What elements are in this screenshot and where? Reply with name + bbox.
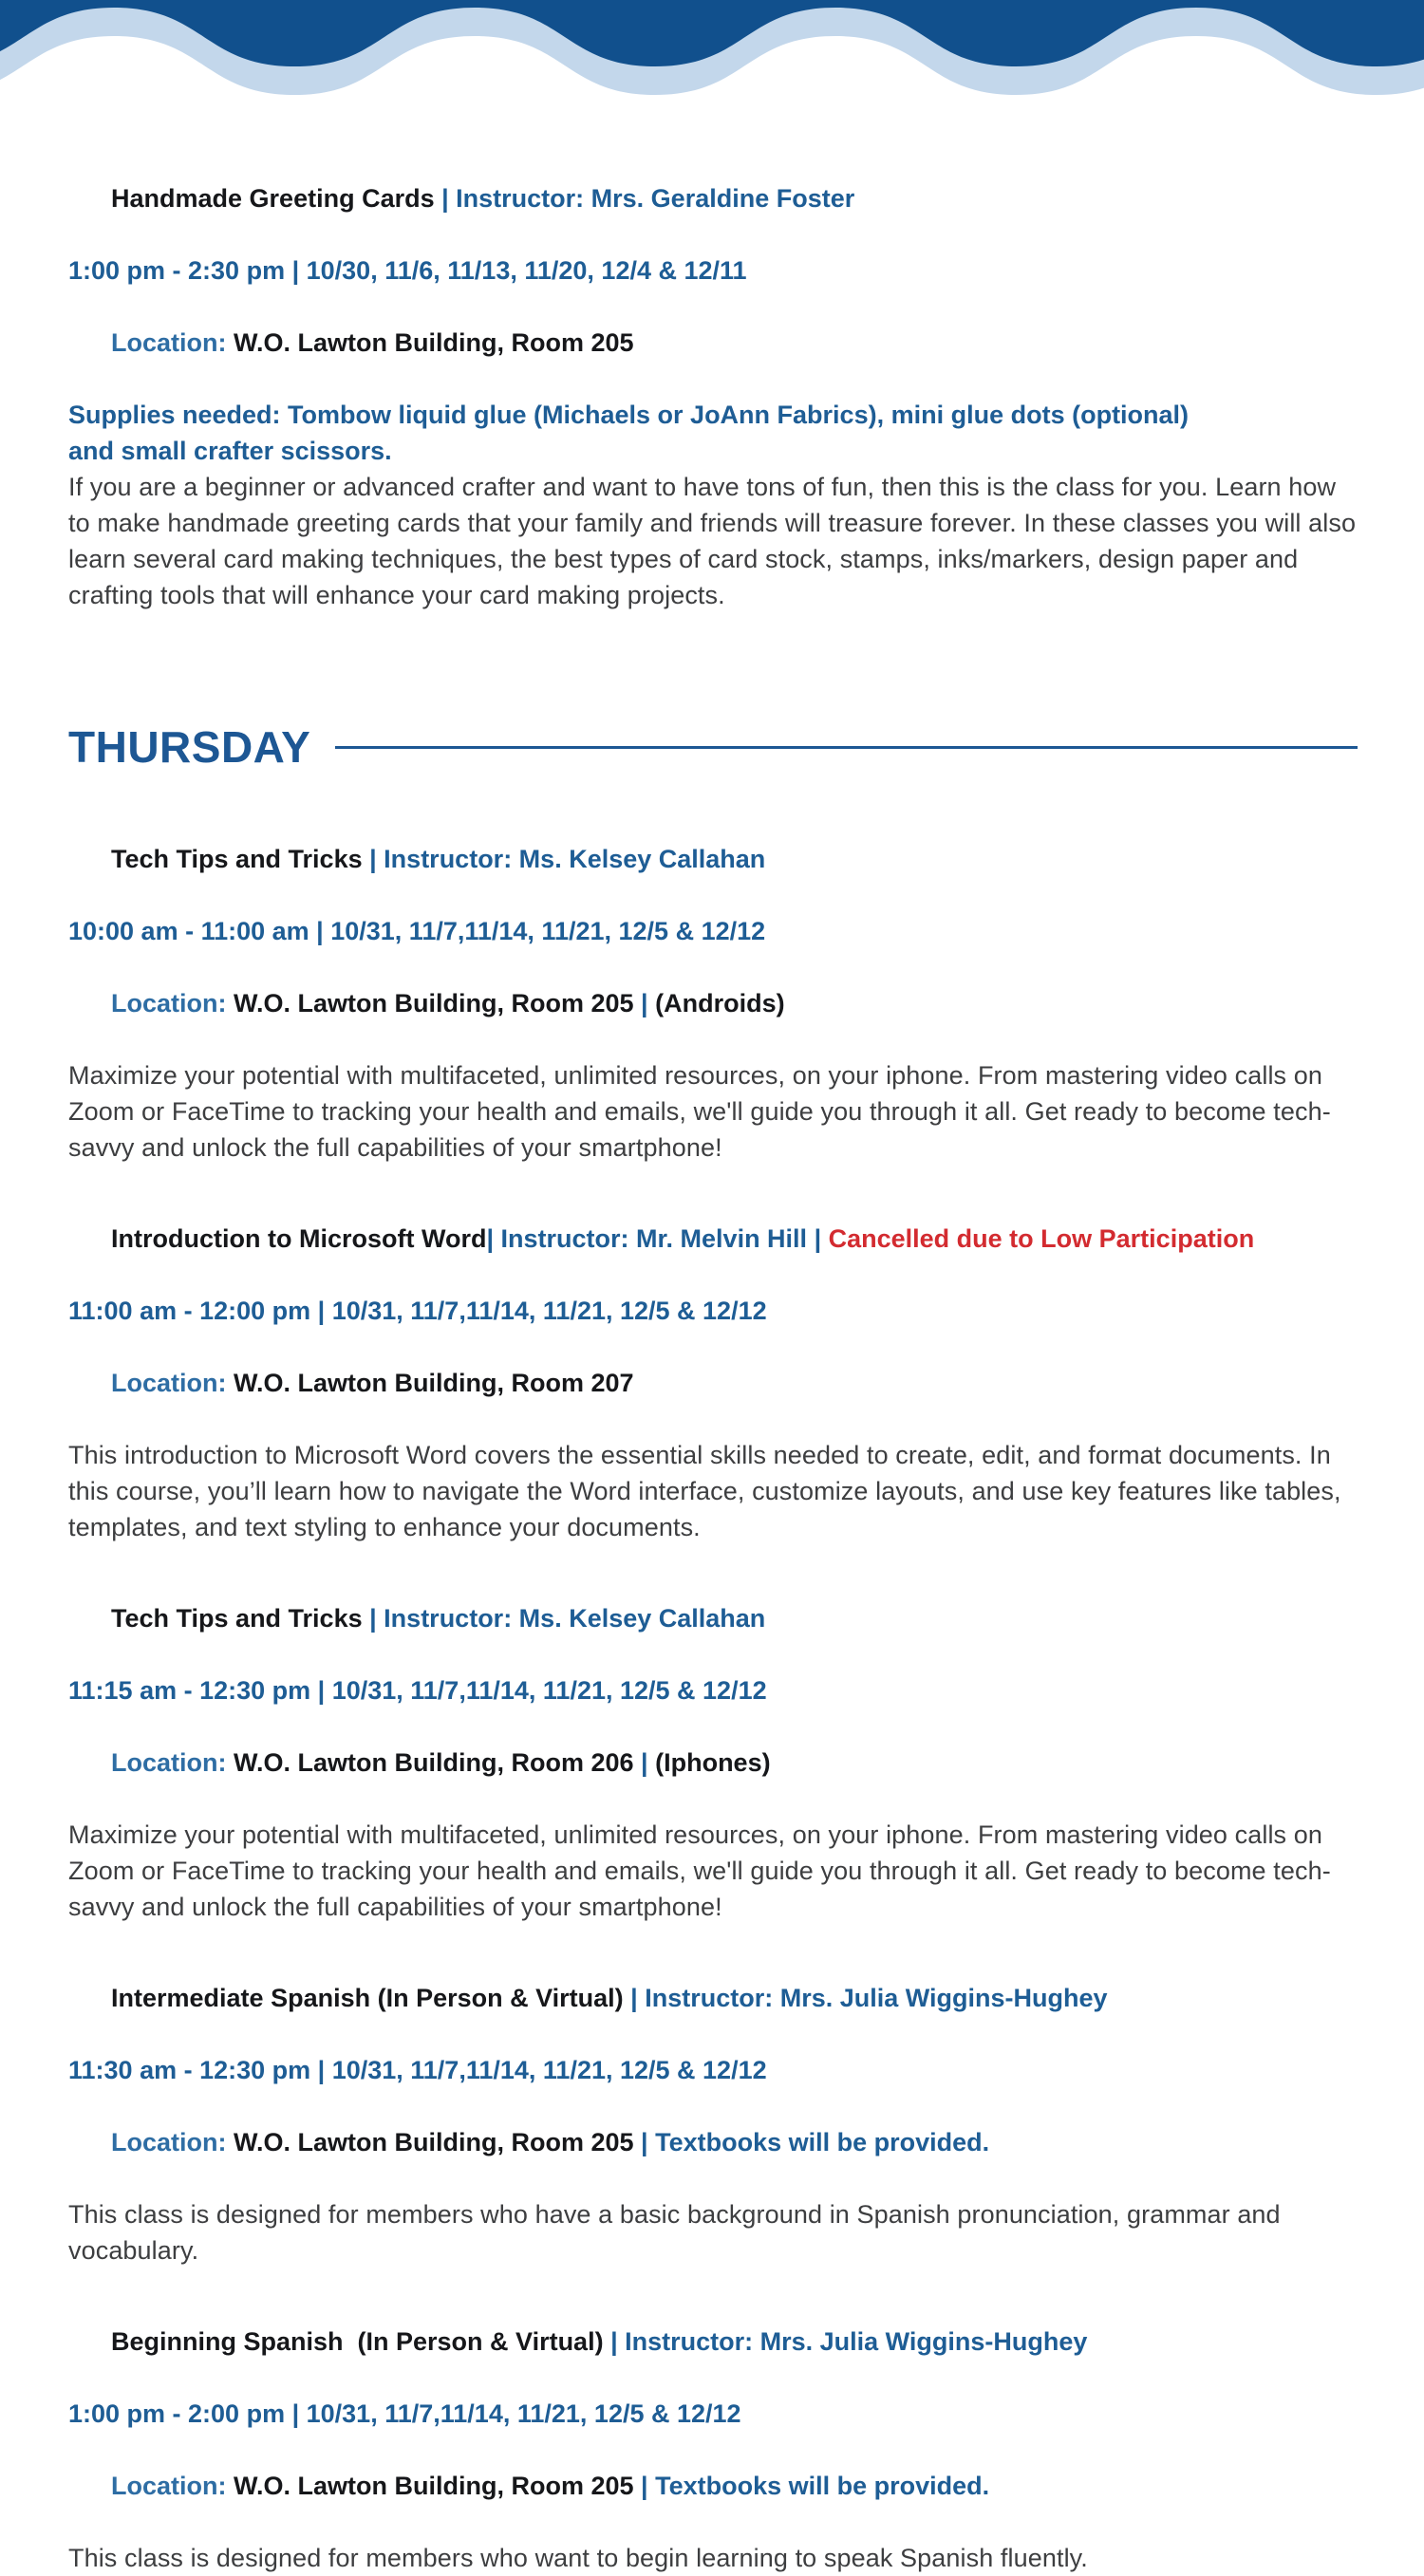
location-value: W.O. Lawton Building, Room 205 <box>226 2472 642 2500</box>
location-value: W.O. Lawton Building, Room 205 <box>226 989 642 1017</box>
course-schedule: 11:00 am - 12:00 pm | 10/31, 11/7,11/14, 11/21, 12/5 & 12/12 <box>68 1297 767 1325</box>
course-title-line <box>68 144 1363 252</box>
course-title-line <box>68 1564 1363 1672</box>
location-note: Textbooks will be provided. <box>655 2472 990 2500</box>
location-value: W.O. Lawton Building, Room 206 <box>226 1748 642 1777</box>
course-description: If you are a beginner or advanced crafter and want to have tons of fun, then this is the class for you. Learn how to make handmade greeting cards that your family and friends will treasure forever. In these classes you will also learn several card making techniques, the best types of card stock, stamps, inks/markers, design paper and crafting tools that will enhance your card making projects. <box>68 473 1357 609</box>
course-title: Introduction to Microsoft Word <box>111 1224 487 1253</box>
course-title: Beginning Spanish (In Person & Virtual) <box>111 2327 611 2356</box>
course-location-line <box>68 1329 1363 1437</box>
location-note: (Androids) <box>655 989 785 1017</box>
location-value: W.O. Lawton Building, Room 205 <box>226 2128 642 2156</box>
course-location-line <box>68 2432 1363 2540</box>
course-description: This class is designed for members who want to begin learning to speak Spanish fluently. <box>68 2544 1088 2572</box>
course-title-line <box>68 805 1363 913</box>
course-title: Tech Tips and Tricks <box>111 1604 370 1633</box>
location-separator: | <box>641 2128 656 2156</box>
course-schedule: 11:30 am - 12:30 pm | 10/31, 11/7,11/14, 11/21, 12/5 & 12/12 <box>68 2056 767 2084</box>
day-divider-line <box>335 746 1358 749</box>
course-instructor: | Instructor: Mrs. Julia Wiggins-Hughey <box>630 1984 1108 2012</box>
course-instructor: | Instructor: Ms. Kelsey Callahan <box>369 845 766 873</box>
course-location-line <box>68 1708 1363 1817</box>
course-title: Handmade Greeting Cards <box>111 184 442 213</box>
course-instructor: | Instructor: Mrs. Julia Wiggins-Hughey <box>610 2327 1088 2356</box>
course-schedule: 11:15 am - 12:30 pm | 10/31, 11/7,11/14, 11/21, 12/5 & 12/12 <box>68 1676 767 1705</box>
course-instructor: | Instructor: Mrs. Geraldine Foster <box>441 184 855 213</box>
course-description: This class is designed for members who have a basic background in Spanish pronunciation, grammar and vocabulary. <box>68 2200 1281 2265</box>
course-supplies-line-1: Supplies needed: Tombow liquid glue (Michaels or JoAnn Fabrics), mini glue dots (optional) <box>68 401 1190 429</box>
course-title-line <box>68 2287 1363 2396</box>
location-label: Location: <box>111 1369 227 1397</box>
course-description: This introduction to Microsoft Word covers the essential skills needed to create, edit, and format documents. In this course, you’ll learn how to navigate the Word interface, customize layouts, and use key features like tables, templates, and text styling to enhance your documents. <box>68 1441 1341 1541</box>
location-separator: | <box>641 989 656 1017</box>
course-intermediate-spanish <box>68 1944 1363 2268</box>
location-label: Location: <box>111 2472 227 2500</box>
location-label: Location: <box>111 328 227 357</box>
course-beginning-spanish <box>68 2287 1363 2576</box>
course-description: Maximize your potential with multifaceted, unlimited resources, on your iphone. From mastering video calls on Zoom or FaceTime to tracking your health and emails, we'll guide you through it all. Get ready to become tech-savvy and unlock the full capabilities of your smartphone! <box>68 1061 1331 1162</box>
course-title: Intermediate Spanish (In Person & Virtual) <box>111 1984 631 2012</box>
course-instructor: | Instructor: Ms. Kelsey Callahan <box>369 1604 766 1633</box>
course-schedule: 1:00 pm - 2:30 pm | 10/30, 11/6, 11/13, 11/20, 12/4 & 12/11 <box>68 256 747 285</box>
course-schedule: 10:00 am - 11:00 am | 10/31, 11/7,11/14, 11/21, 12/5 & 12/12 <box>68 917 766 945</box>
location-value: W.O. Lawton Building, Room 207 <box>226 1369 634 1397</box>
course-title: Tech Tips and Tricks <box>111 845 370 873</box>
location-separator: | <box>641 1748 656 1777</box>
course-title-line <box>68 1185 1363 1293</box>
course-title-line <box>68 1944 1363 2052</box>
course-handmade-greeting-cards <box>68 144 1363 613</box>
course-location-line <box>68 949 1363 1057</box>
course-supplies-line-2: and small crafter scissors. <box>68 437 392 465</box>
location-label: Location: <box>111 1748 227 1777</box>
location-value: W.O. Lawton Building, Room 205 <box>226 328 634 357</box>
course-tech-tips-iphones <box>68 1564 1363 1925</box>
location-separator: | <box>641 2472 656 2500</box>
course-tech-tips-androids <box>68 805 1363 1166</box>
location-label: Location: <box>111 989 227 1017</box>
day-title: THURSDAY <box>68 722 311 772</box>
course-schedule: 1:00 pm - 2:00 pm | 10/31, 11/7,11/14, 11/21, 12/5 & 12/12 <box>68 2399 741 2428</box>
course-location-line <box>68 289 1363 397</box>
course-intro-microsoft-word <box>68 1185 1363 1545</box>
location-note: (Iphones) <box>655 1748 771 1777</box>
location-label: Location: <box>111 2128 227 2156</box>
course-location-line <box>68 2088 1363 2196</box>
course-description: Maximize your potential with multifaceted, unlimited resources, on your iphone. From mastering video calls on Zoom or FaceTime to tracking your health and emails, we'll guide you through it all. Get ready to become tech-savvy and unlock the full capabilities of your smartphone! <box>68 1820 1331 1921</box>
location-note: Textbooks will be provided. <box>655 2128 990 2156</box>
wave-decoration <box>0 0 1424 106</box>
course-cancel-note: Cancelled due to Low Participation <box>828 1224 1255 1253</box>
day-section-header <box>68 723 1363 771</box>
page-content <box>0 106 1424 2576</box>
course-instructor: | Instructor: Mr. Melvin Hill | <box>486 1224 829 1253</box>
